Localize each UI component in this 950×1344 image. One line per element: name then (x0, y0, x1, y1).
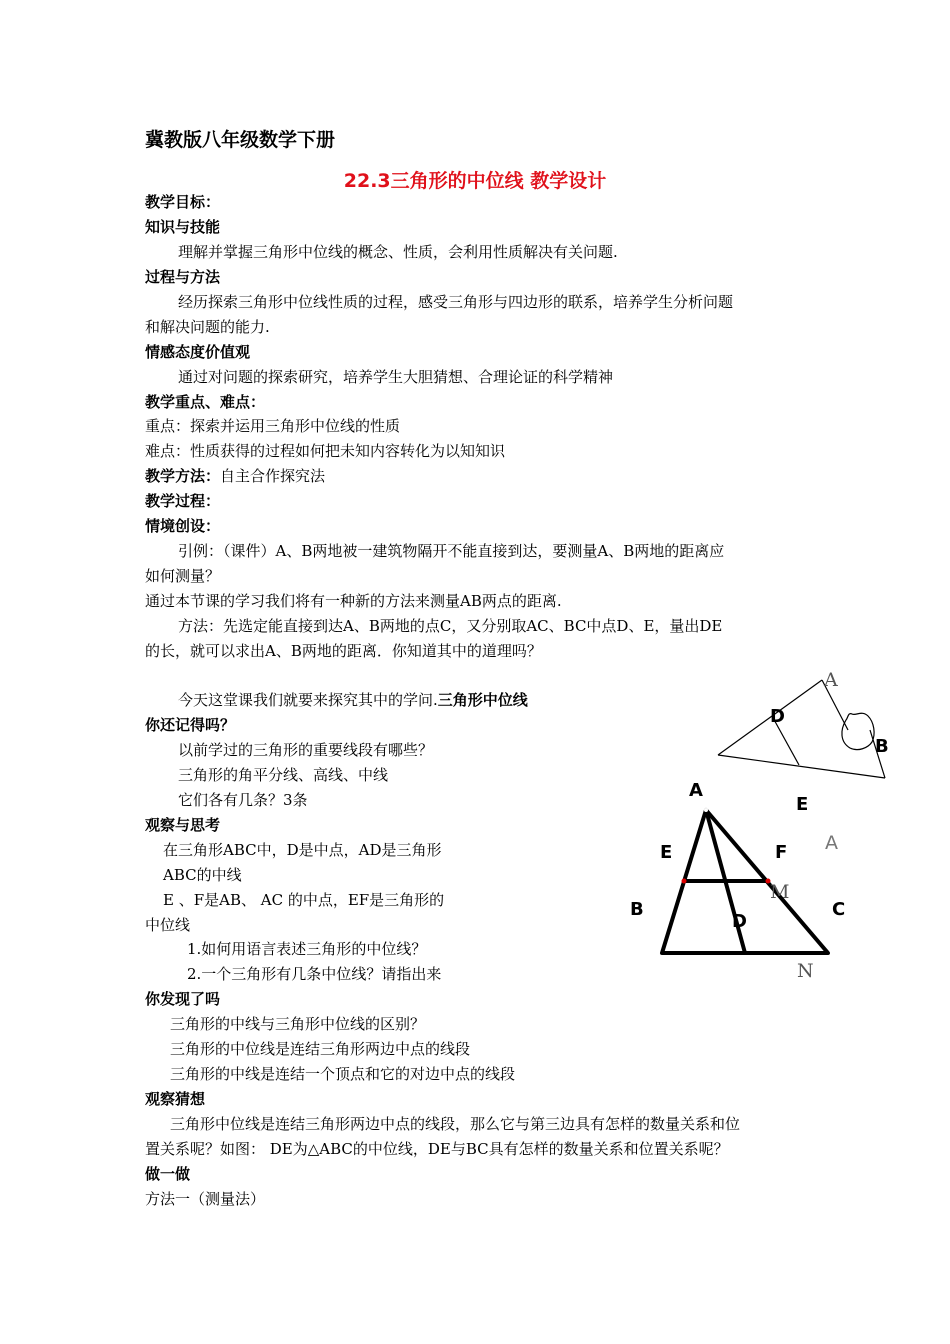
key-point: 重点：探索并运用三角形中位线的性质 (145, 417, 401, 435)
method-line (145, 466, 325, 486)
point-a (704, 808, 708, 812)
today-bold: 三角形中位线 (437, 691, 528, 709)
intro-3: 通过本节课的学习我们将有一种新的方法来测量AB两点的距离. (145, 592, 562, 610)
today-text: 今天这堂课我们就要来探究其中的学问. (178, 691, 438, 709)
do-heading: 做一做 (145, 1165, 191, 1183)
label-b: B (875, 736, 889, 757)
label-e: E (660, 842, 673, 863)
objectives-heading: 教学目标： (145, 193, 221, 211)
observe-3: E 、F是AB、 AC 的中点，EF是三角形的 (163, 891, 445, 909)
observe-2: ABC的中线 (163, 866, 242, 884)
found-3: 三角形的中线是连结一个顶点和它的对边中点的线段 (170, 1065, 516, 1083)
found-1: 三角形的中线与三角形中位线的区别？ (170, 1015, 426, 1033)
label-b: B (630, 899, 644, 920)
intro-1: 引例：（课件）A、B两地被一建筑物隔开不能直接到达，要测量A、B两地的距离应 (178, 542, 725, 560)
label-m: M (770, 881, 790, 903)
label-f: F (775, 842, 788, 863)
label-a: A (689, 780, 703, 801)
label-e-outer: E (796, 794, 809, 815)
method-text: 自主合作探究法 (220, 467, 326, 485)
process-heading: 过程与方法 (145, 268, 221, 286)
method-desc-1: 方法：先选定能直接到达A、B两地的点C，又分别取AC、BC中点D、E，量出DE (178, 617, 723, 635)
difficult-point: 难点：性质获得的过程如何把未知内容转化为以知知识 (145, 442, 506, 460)
method-heading: 教学方法： (145, 467, 221, 485)
process-main-heading: 教学过程： (145, 492, 221, 510)
document-title: 冀教版八年级数学下册 (145, 129, 336, 151)
label-c: C (832, 899, 846, 920)
label-a: A (824, 669, 838, 691)
found-2: 三角形的中位线是连结三角形两边中点的线段 (170, 1040, 471, 1058)
question-2: 2.一个三角形有几条中位线？请指出来 (187, 965, 442, 983)
observe-4: 中位线 (145, 916, 191, 934)
knowledge-text: 理解并掌握三角形中位线的概念、性质，会利用性质解决有关问题. (178, 243, 618, 261)
point-e (682, 879, 687, 884)
guess-1: 三角形中位线是连结三角形两边中点的线段，那么它与第三边具有怎样的数量关系和位 (170, 1115, 741, 1133)
label-d: D (770, 706, 785, 727)
remember-answer: 三角形的角平分线、高线、中线 (178, 766, 389, 784)
found-heading: 你发现了吗 (145, 990, 221, 1008)
question-1: 1.如何用语言表述三角形的中位线？ (187, 940, 427, 958)
process-text-1: 经历探索三角形中位线性质的过程，感受三角形与四边形的联系，培养学生分析问题 (178, 293, 734, 311)
guess-2: 置关系呢？如图： DE为△ABC的中位线，DE与BC具有怎样的数量关系和位置关系呢？ (145, 1140, 729, 1158)
building-shape (842, 713, 874, 749)
figure-midline-triangle (620, 770, 860, 990)
guess-heading: 观察猜想 (145, 1090, 206, 1108)
label-d: D (732, 911, 747, 932)
scenario-heading: 情境创设： (145, 517, 221, 535)
remember-count: 它们各有几条？3条 (178, 791, 308, 809)
remember-question: 以前学过的三角形的重要线段有哪些？ (178, 741, 434, 759)
label-a-outer: A (825, 832, 838, 854)
process-text-2: 和解决问题的能力. (145, 318, 270, 336)
observe-1: 在三角形ABC中，D是中点，AD是三角形 (163, 841, 442, 859)
emotion-heading: 情感态度价值观 (145, 343, 251, 361)
keypoints-heading: 教学重点、难点： (145, 393, 266, 411)
lesson-title: 22.3三角形的中位线 教学设计 (343, 170, 607, 192)
emotion-text: 通过对问题的探索研究，培养学生大胆猜想、合理论证的科学精神 (178, 368, 614, 386)
label-n: N (797, 960, 814, 982)
remember-heading: 你还记得吗？ (145, 716, 236, 734)
do-method: 方法一（测量法） (145, 1190, 266, 1208)
intro-2: 如何测量？ (145, 567, 221, 585)
today-line (178, 690, 528, 710)
method-desc-2: 的长，就可以求出A、B两地的距离．你知道其中的道理吗？ (145, 642, 542, 660)
observe-heading: 观察与思考 (145, 816, 221, 834)
knowledge-heading: 知识与技能 (145, 218, 221, 236)
